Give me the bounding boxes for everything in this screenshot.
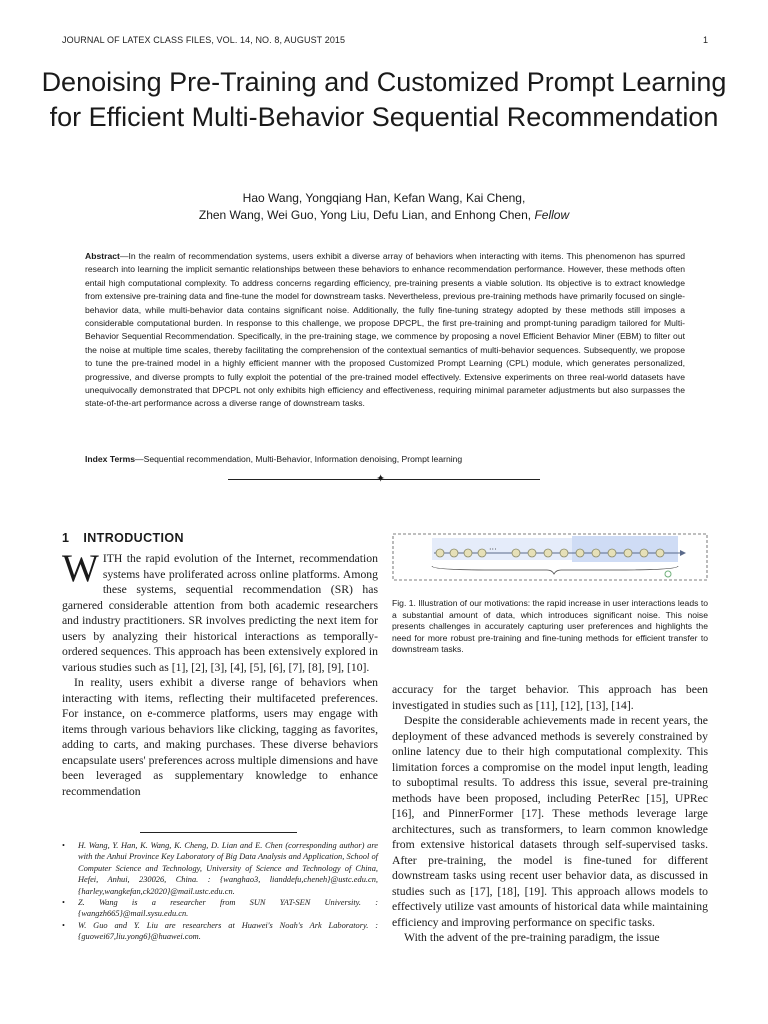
abstract-label: Abstract — [85, 251, 120, 261]
sequence-node — [528, 549, 536, 557]
sequence-node — [576, 549, 584, 557]
index-terms-label: Index Terms — [85, 454, 135, 464]
right-column — [392, 682, 708, 946]
authors-line-2 — [100, 207, 668, 224]
author-fellow-suffix: Fellow — [534, 208, 570, 222]
footnote-text: W. Guo and Y. Liu are researchers at Huawei's Noah's Ark Laboratory. : {guowei67,liu.yong6}@huawei.com. — [78, 920, 378, 942]
sequence-node — [478, 549, 486, 557]
abstract — [85, 250, 685, 411]
sequence-node — [560, 549, 568, 557]
sequence-node — [608, 549, 616, 557]
sequence-arrow-icon — [680, 550, 686, 556]
authors-line-2-names: Zhen Wang, Wei Guo, Yong Liu, Defu Lian, and Enhong Chen, — [198, 208, 532, 222]
index-terms — [85, 453, 685, 466]
sequence-node — [656, 549, 664, 557]
sequence-ellipsis: ··· — [489, 545, 497, 554]
target-item-node — [665, 571, 671, 577]
footnote-item — [62, 897, 378, 920]
sequence-node — [436, 549, 444, 557]
left-column — [62, 547, 378, 799]
abstract-text: —In the realm of recommendation systems, users exhibit a diverse array of behaviors when interacting with items. This phenomenon has spurred research into learning the implicit semantic relationships between these behaviors to enhance recommendation performance. However, these methods often entail high computational complexity. To address concerns regarding efficiency, pre-training presents a viable solution. Its objective is to extract knowledge from extensive pre-training data and fine-tune the model for downstream tasks. Nevertheless, previous pre-training methods have primarily focused on single-behavior data, while multi-behavior data contains significant noise. Additionally, the fully fine-tuning strategy adopted by these methods still imposes a considerable computational burden. In response to this challenge, we propose DPCPL, the first pre-training and prompt-tuning paradigm tailored for Multi-Behavior Sequential Recommendation. Specifically, in the pre-training stage, we commence by proposing a novel Efficient Behavior Miner (EBM) to filter out the noise at multiple time scales, thereby facilitating the comprehension of the contextual semantics of multi-behavior sequences. Subsequently, we propose to tune the pre-trained model in a highly efficient manner with the proposed Customized Prompt Learning (CPL) module, which generates personalized, progressive, and diverse prompts to fully exploit the potential of the pre-trained model effectively. Extensive experiments on three real-world datasets have unequivocally demonstrated that DPCPL not only exhibits high efficiency and effectiveness, requiring minimal parameter adjustments but also surpasses the state-of-the-art performance across a diverse range of downstream tasks. — [85, 251, 685, 409]
footnote-text: H. Wang, Y. Han, K. Wang, K. Cheng, D. Lian and E. Chen (corresponding author) are with the Anhui Province Key Laboratory of Big Data Analysis and Application, School of Computer Science and Technology, University of Science and Technology of China, Hefei, Anhui, 230026, China. : {wanghao3, lianddefu,cheneh}@ustc.edu.cn, {harley,wangkefan,ck2020}@mail.ustc.edu.cn. — [78, 841, 378, 896]
section-title: INTRODUCTION — [83, 531, 184, 545]
sequence-node — [592, 549, 600, 557]
right-paragraph-2: Despite the considerable achievements made in recent years, the deployment of these advanced methods is severely constrained by online latency due to their high computational complexity. This limitation forces a compromise on the model input length, leading to suboptimal results. To address this issue, several pre-training methods have been proposed, including PeterRec [15], UPRec [16], and PinnerFormer [17]. These methods leverage large architectures, such as transformers, to learn common knowledge from extensive historical datasets through self-supervised tasks. After pre-training, the model is fine-tuned for different downstream tasks using recent user behavior data, as discussed in studies such as [17], [18], [19]. This approach allows models to effectively utilize vast amounts of historical data while maintaining efficiency and improving performance on specific tasks. — [392, 714, 708, 929]
authors-line-1: Hao Wang, Yongqiang Han, Kefan Wang, Kai Cheng, — [242, 191, 526, 205]
bullet-icon: • — [62, 841, 65, 850]
intro-paragraph-1 — [62, 547, 378, 675]
footnote-text: Z. Wang is a researcher from SUN YAT-SEN University. : {wangzh665}@mail.sysu.edu.cn. — [78, 898, 378, 919]
figure-1-caption: Fig. 1. Illustration of our motivations: the rapid increase in user interactions leads to a substantial amount of data, which introduces significant noise. This noise presents challenges in accurately capturing user preferences and highlights the need for more robust pre-training and fine-tuning methods for efficient transfer to downstream tasks. — [392, 598, 708, 655]
footnote-rule — [140, 832, 297, 833]
sequence-brace — [432, 566, 678, 574]
right-paragraph-3: With the advent of the pre-training paradigm, the issue — [404, 931, 660, 944]
dropcap: W — [62, 547, 99, 590]
paper-title: Denoising Pre-Training and Customized Prompt Learning for Efficient Multi-Behavior Sequential Recommendation — [41, 67, 727, 132]
running-header: JOURNAL OF LATEX CLASS FILES, VOL. 14, NO. 8, AUGUST 2015 — [62, 35, 346, 45]
author-list — [100, 190, 668, 224]
index-terms-text: —Sequential recommendation, Multi-Behavior, Information denoising, Prompt learning — [135, 454, 463, 464]
sequence-node — [544, 549, 552, 557]
sequence-node — [640, 549, 648, 557]
sequence-node — [464, 549, 472, 557]
footnote-item — [62, 920, 378, 943]
figure-1 — [392, 533, 708, 583]
sequence-highlight-right — [572, 536, 678, 562]
right-paragraph-1: accuracy for the target behavior. This approach has been investigated in studies such as [11], [12], [13], [14]. — [392, 683, 708, 712]
divider-ornament-icon: ✦ — [376, 472, 386, 485]
page-number: 1 — [702, 35, 708, 45]
sequence-node — [450, 549, 458, 557]
figure-1-illustration — [392, 533, 708, 583]
bullet-icon: • — [62, 920, 65, 930]
footnotes — [62, 840, 378, 943]
section-heading — [62, 531, 184, 545]
sequence-node — [624, 549, 632, 557]
bullet-icon: • — [62, 898, 65, 908]
intro-paragraph-2: In reality, users exhibit a diverse range of behaviors when interacting with items, reflecting their multifaceted preferences. For instance, on e-commerce platforms, users may engage with items through various behaviors like clicking, tagging as favorites, adding to carts, and making purchases. These diverse behaviors encapsulate users' preferences across multiple dimensions and have been leveraged as supplementary knowledge to enhance recommendation — [62, 676, 378, 798]
sequence-node — [512, 549, 520, 557]
intro-paragraph-1-text: ITH the rapid evolution of the Internet, recommendation systems have proliferated across online platforms. Among these systems, sequential recommendation (SR) has garnered considerable attention from both academic researchers and industry practitioners. SR involves predicting the next item for users by analyzing their historical interactions as temporally-ordered sequences. This approach has been extensively explored in various studies such as [1], [2], [3], [4], [5], [6], [7], [8], [9], [10]. — [62, 552, 378, 674]
section-number: 1 — [62, 531, 70, 545]
footnote-item — [62, 840, 378, 897]
